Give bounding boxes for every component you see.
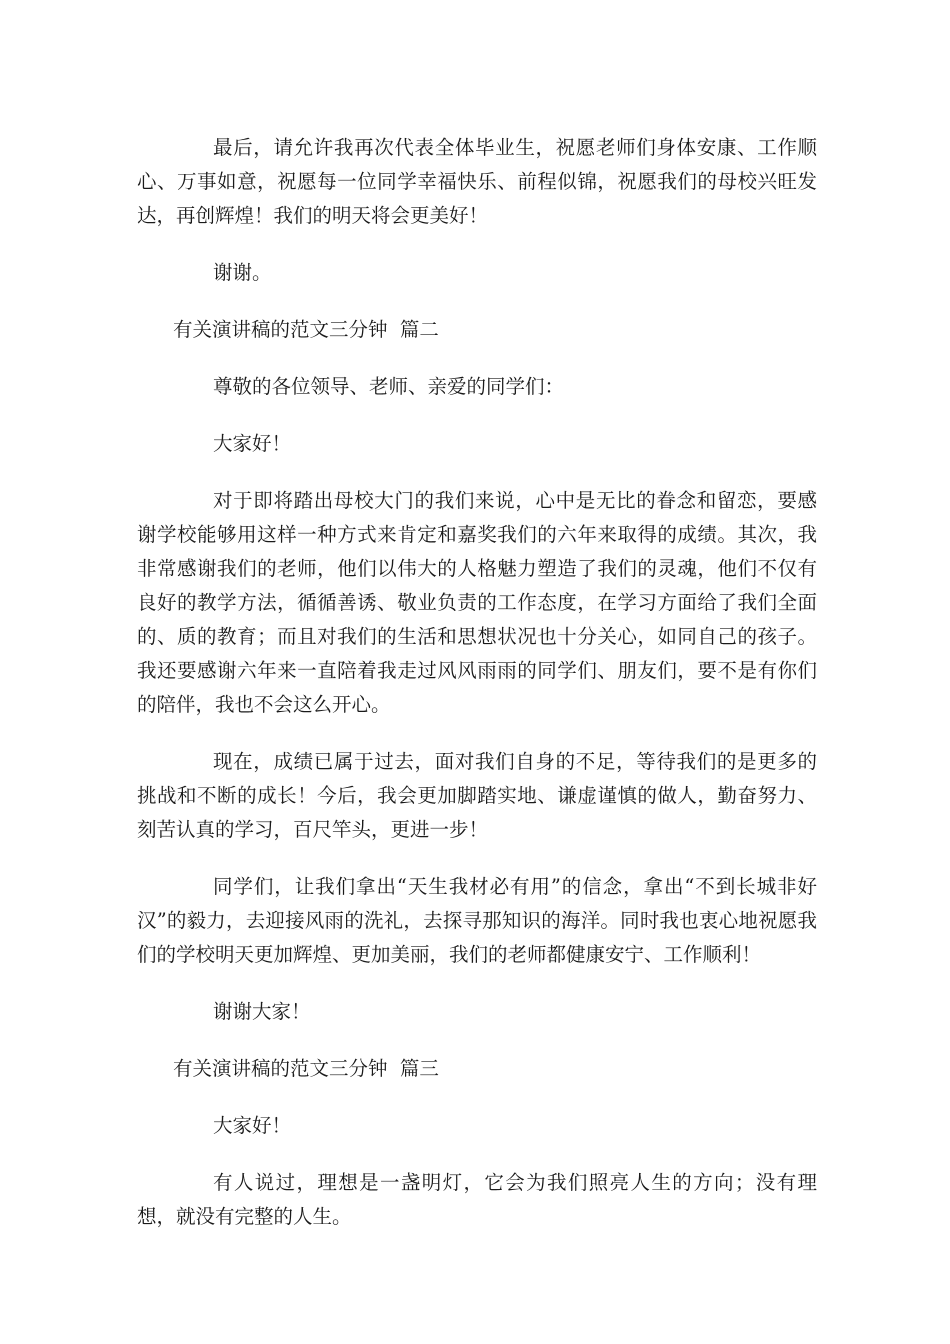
paragraph-greeting: 大家好！ <box>213 432 292 455</box>
paragraph-thank-everyone: 谢谢大家！ <box>213 1000 311 1023</box>
paragraph-salutation: 尊敬的各位领导、老师、亲爱的同学们： <box>213 375 565 398</box>
paragraph-ideal: 有人说过，理想是一盏明灯，它会为我们照亮人生的方向；没有理想，就没有完整的人生。 <box>137 1171 817 1228</box>
paragraph-encouragement: 同学们，让我们拿出“天生我材必有用”的信念，拿出“不到长城非好汉”的毅力，去迎接风雨的洗礼，去探寻那知识的海洋。同时我也衷心地祝愿我们的学校明天更加辉煌、更加美丽，我们的老师都健康安宁、工作顺利！ <box>137 875 817 966</box>
paragraph-thanks: 谢谢。 <box>213 261 272 284</box>
paragraph-greeting-2: 大家好！ <box>213 1114 292 1137</box>
paragraph-future: 现在，成绩已属于过去，面对我们自身的不足，等待我们的是更多的挑战和不断的成长！今后，我会更加脚踏实地、谦虚谨慎的做人，勤奋努力、刻苦认真的学习，百尺竿头，更进一步！ <box>137 750 817 841</box>
paragraph-gratitude: 对于即将踏出母校大门的我们来说，心中是无比的眷念和留恋，要感谢学校能够用这样一种方式来肯定和嘉奖我们的六年来取得的成绩。其次，我非常感谢我们的老师，他们以伟大的人格魅力塑造了我们的灵魂，他们不仅有良好的教学方法，循循善诱、敬业负责的工作态度，在学习方面给了我们全面的、质的教育；而且对我们的生活和思想状况也十分关心，如同自己的孩子。我还要感谢六年来一直陪着我走过风风雨雨的同学们、朋友们，要不是有你们的陪伴，我也不会这么开心。 <box>137 489 817 716</box>
section-heading-part-three: 有关演讲稿的范文三分钟 篇三 <box>173 1057 439 1080</box>
document-body <box>137 131 817 1234</box>
section-heading-part-two: 有关演讲稿的范文三分钟 篇二 <box>173 318 439 341</box>
paragraph-closing-wishes: 最后，请允许我再次代表全体毕业生，祝愿老师们身体安康、工作顺心、万事如意，祝愿每一位同学幸福快乐、前程似锦，祝愿我们的母校兴旺发达，再创辉煌！我们的明天将会更美好！ <box>137 136 817 227</box>
